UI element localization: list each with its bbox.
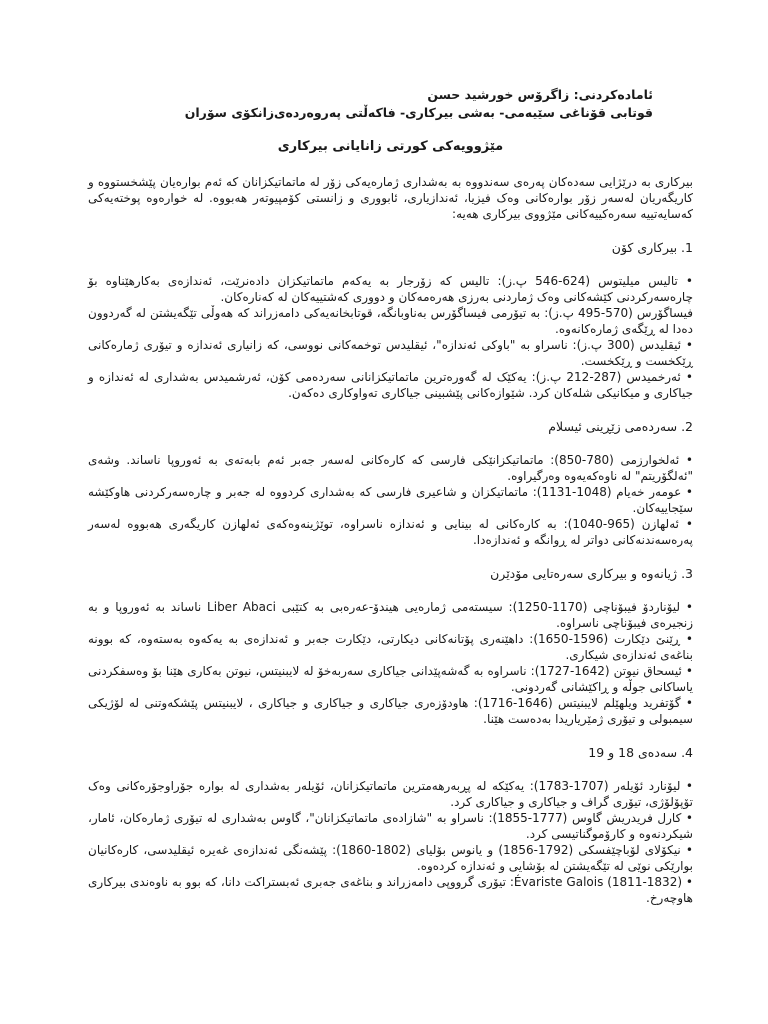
list-item-pythagoras: فیساگۆرس (570-495 پ.ز): بە تیۆرمی فیساگۆرس بەناوبانگە، قوتابخانەیەکی دامەزراند کە هەوڵی تێگەیشتن لە گەردوون دەدا لە ڕێگەی ژمارەکانەوە. <box>88 306 694 336</box>
list-item-archimedes: • ئەرخمیدس (287-212 پ.ز): یەکێک لە گەورەترین ماتماتیکزانانی سەردەمی کۆن، ئەرشمیدس بەشداری لە ئەندازە و جیاکاری و میکانیکی شلەکان کرد. شێوازەکانی پێشبینی جیاکاری تەواوکاری دەکەن. <box>88 370 693 400</box>
list-item-lobachevsky-bolyai: • نیکۆلای لۆباچێفسکی (1792-1856) و یانوس بۆلیای (1802-1860): پێشەنگی ئەندازەی غەیرە ئیقلیدسی، کارەکانیان بوارێکی نوێی لە تێگەیشتن لە بۆشایی و ئەندازە کردەوە. <box>88 843 693 873</box>
list-item-al-khwarizmi: • ئەلخوارزمی (780-850): ماتماتیکزانێکی فارسی کە کارەکانی لەسەر جەبر ئەم بابەتەی بە ئەوروپا ناساند. وشەی "ئەلگۆریتم" لە ناوەکەیەوە وەرگیراوە. <box>88 453 693 483</box>
document-title: مێژوویەکی کورتی زانایانی بیرکاری <box>277 139 504 154</box>
list-item-thales: • تالیس میلیتوس (624-546 پ.ز): تالیس کە زۆرجار بە یەکەم ماتماتیکزان دادەنرێت، ئەندازەی بەکارهێناوە بۆ چارەسەرکردنی کێشەکانی وەک ژماردنی بەرزی هەرەمەکان و دووری کەشتییەکان لە کەنارەکان. <box>88 274 693 304</box>
intro-paragraph: بیرکاری بە درێژایی سەدەکان پەرەی سەندووە بە بەشداری ژمارەیەکی زۆر لە ماتماتیکزانان کە ئەم بوارەیان پێشخستووە و کاریگەریان لەسەر زۆر بوارەکانی وەک فیزیا، ئەندازیاری، ئابووری و زانستی کۆمپیوتەر هەبووە. لە خوارەوە پوختەیەکی کەسایەتییە سەرەکییەکانی مێژووی بیرکاری هەیە: <box>88 175 693 221</box>
list-item-gauss: • کارل فریدریش گاوس (1777-1855): ناسراو بە "شازادەی ماتماتیکزانان"، گاوس بەشداری لە تیۆری ژمارەکان، ئامار، شیکردنەوە و کارۆموگناتیسی کرد. <box>88 811 693 841</box>
list-item-leibniz: • گۆتفرید ویلهێلم لایبنیتس (1646-1716): هاودۆزەری جیاکاری و جیاکاری و جیاکاری ، لایبنیتس پێشکەوتنی لە لۆژیکی سیمبولی و تیۆری ژمێریاریدا بەدەست هێنا. <box>88 696 693 726</box>
institution-line: قوتابی قۆناغی سێیەمی- بەشی بیرکاری- فاکەڵتی پەروەردەی‌زانکۆی سۆران <box>184 105 653 120</box>
document-page <box>88 86 693 906</box>
list-item-galois: • Évariste Galois (1811-1832): تیۆری گرووپی دامەزراند و بناغەی جەبری ئەبستراکت دانا، کە بوو بە ناوەندی بیرکاری هاوچەرخ. <box>88 875 693 905</box>
section-heading-renaissance: 3. ژیانەوە و بیرکاری سەرەتایی مۆدێرن <box>490 566 693 581</box>
list-item-newton: • ئیسحاق نیوتن (1642-1727): ناسراوە بە گەشەپێدانی جیاکاری سەربەخۆ لە لایبنیتس، نیوتن بەکاری هێنا بۆ وەسفکردنی یاساکانی جوڵە و ڕاکێشانی گەردونی. <box>88 664 693 694</box>
list-item-euler: • لیۆنارد ئۆیلەر (1707-1783): یەکێکە لە پڕبەرهەمترین ماتماتیکزانان، ئۆیلەر بەشداری لە بوارە جۆراوجۆرەکانی وەک تۆپۆلۆژی، تیۆری گراف و جیاکاری و جیاکاری کرد. <box>88 779 693 809</box>
list-item-descartes: • ڕێنێ دێکارت (1596-1650): داهێنەری پۆتانەکانی دیکارتی، دێکارت جەبر و ئەندازەی بە یەکەوە بەستەوە، کە بوونە بناغەی ئەندازەی شیکاری. <box>88 632 693 662</box>
list-item-euclid: • ئیقلیدس (300 پ.ز): ناسراو بە "باوکی ئەندازە"، ئیقلیدس توخمەکانی نووسی، کە زانیاری ئەندازە و تیۆری ژمارەکانی ڕێکخست و ڕێکخست. <box>88 338 693 368</box>
section-heading-18th-19th-century: 4. سەدەی 18 و 19 <box>588 745 693 760</box>
list-item-alhazen: • ئەلهازن (965-1040): بە کارەکانی لە بینایی و ئەندازە ناسراوە، توێژینەوەکەی ئەلهازن کاریگەری هەبووە لەسەر پەرەسەندنەکانی دواتر لە ڕوانگە و ئەندازەدا. <box>88 517 693 547</box>
prepared-by-line: ئامادەکردنی: زاگرۆس خورشید حسن <box>427 87 653 102</box>
section-heading-ancient: 1. بیرکاری کۆن <box>611 240 693 255</box>
section-heading-islamic-golden-age: 2. سەردەمی زێڕینی ئیسلام <box>548 419 693 434</box>
list-item-fibonacci: • لیۆناردۆ فیبۆناچی (1170-1250): سیستەمی ژمارەیی هیندۆ-عەرەبی بە کتێبی Liber Abaci ناساند بە ئەوروپا و بە زنجیرەی فیبۆناچی ناسراوە. <box>88 600 693 630</box>
list-item-omar-khayyam: • عومەر خەیام (1048-1131): ماتماتیکزان و شاعیری فارسی کە بەشداری کردووە لە جەبر و چارەسەرکردنی هاوکێشە سێجاییەکان. <box>88 485 693 515</box>
